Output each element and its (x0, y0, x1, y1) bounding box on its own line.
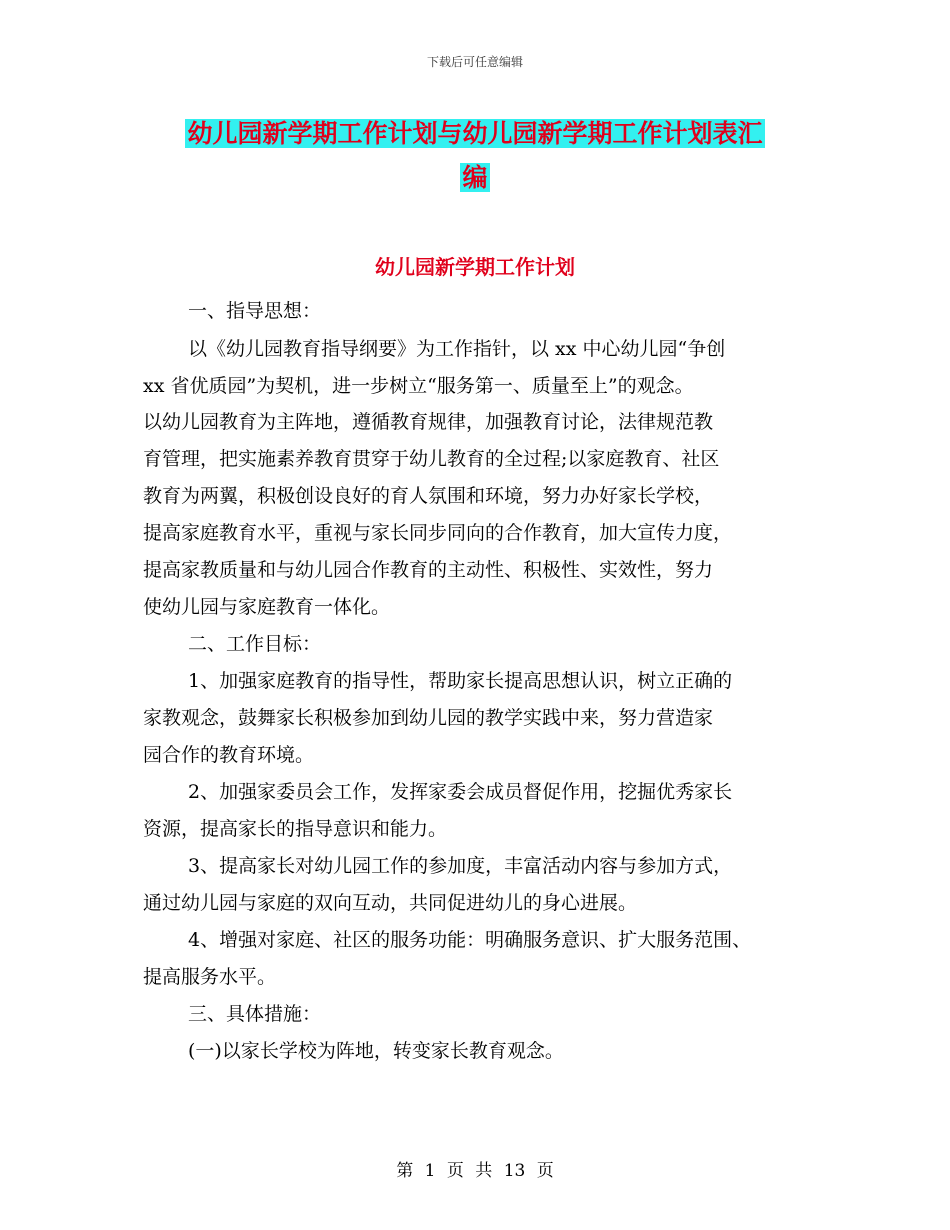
paragraph-line: 以幼儿园教育为主阵地，遵循教育规律，加强教育讨论，法律规范教 (143, 411, 714, 433)
goal-line: 家教观念，鼓舞家长积极参加到幼儿园的教学实践中来，努力营造家 (143, 707, 714, 729)
paragraph-line: xx 省优质园”为契机，进一步树立“服务第一、质量至上”的观念。 (143, 375, 694, 397)
heading-guiding-ideology: 一、指导思想： (188, 300, 322, 322)
paragraph-line: 以《幼儿园教育指导纲要》为工作指针，以 xx 中心幼儿园“争创 (188, 338, 726, 360)
header-note: 下载后可任意编辑 (426, 55, 523, 69)
measure-line: (一)以家长学校为阵地，转变家长教育观念。 (188, 1040, 564, 1062)
section-subtitle: 幼儿园新学期工作计划 (375, 255, 575, 279)
heading-work-goals: 二、工作目标： (188, 633, 322, 655)
paragraph-line: 提高家教质量和与幼儿园合作教育的主动性、积极性、实效性，努力 (143, 559, 714, 581)
paragraph-line: 使幼儿园与家庭教育一体化。 (143, 596, 391, 618)
document-title-line-2 (0, 158, 950, 194)
page-footer: 第 1 页 共 13 页 (396, 1161, 554, 1181)
heading-measures: 三、具体措施： (188, 1003, 322, 1025)
goal-line: 园合作的教育环境。 (143, 744, 315, 766)
goal-line: 资源，提高家长的指导意识和能力。 (143, 818, 448, 840)
goal-line: 提高服务水平。 (143, 966, 277, 988)
paragraph-line: 提高家庭教育水平，重视与家长同步同向的合作教育，加大宣传力度， (143, 522, 733, 544)
title-highlight-1: 幼儿园新学期工作计划与幼儿园新学期工作计划表汇 (187, 119, 763, 148)
goal-line: 1、加强家庭教育的指导性，帮助家长提高思想认识，树立正确的 (188, 670, 733, 692)
document-title-line-1 (0, 114, 950, 150)
title-highlight-2: 编 (462, 163, 488, 192)
paragraph-line: 育管理，把实施素养教育贯穿于幼儿教育的全过程;以家庭教育、社区 (143, 448, 720, 470)
goal-line: 2、加强家委员会工作，发挥家委会成员督促作用，挖掘优秀家长 (188, 781, 733, 803)
goal-line: 通过幼儿园与家庭的双向互动，共同促进幼儿的身心进展。 (143, 892, 638, 914)
goal-line: 3、提高家长对幼儿园工作的参加度，丰富活动内容与参加方式， (188, 855, 733, 877)
paragraph-line: 教育为两翼，积极创设良好的育人氛围和环境，努力办好家长学校， (143, 485, 714, 507)
goal-line: 4、增强对家庭、社区的服务功能：明确服务意识、扩大服务范围、 (188, 929, 752, 951)
